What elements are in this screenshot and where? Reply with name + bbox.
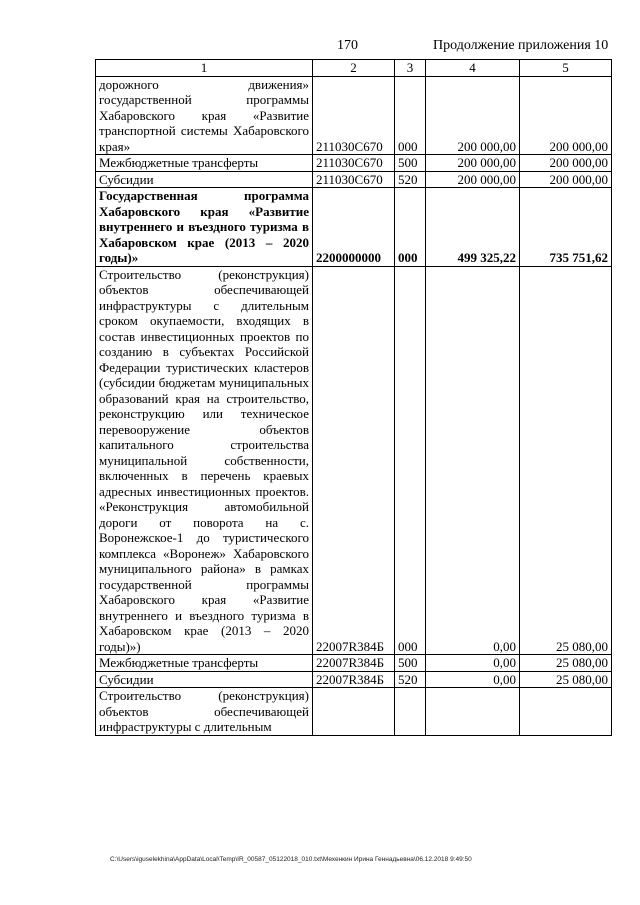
- expense-type: 520: [395, 171, 426, 188]
- table-row: [96, 655, 612, 672]
- row-name: Государственная программа Хабаровского края «Развитие внутреннего и въездного туризма в Хабаровском крае (2013 – 2020 годы)»: [96, 188, 313, 267]
- amount-year-1: 0,00: [426, 266, 520, 655]
- expense-type: 000: [395, 266, 426, 655]
- amount-year-1: 499 325,22: [426, 188, 520, 267]
- target-code: 2200000000: [313, 188, 395, 267]
- amount-year-1: 0,00: [426, 671, 520, 688]
- target-code: 211030С670: [313, 171, 395, 188]
- target-code: 22007R384Б: [313, 671, 395, 688]
- page-number: 170: [337, 38, 358, 53]
- row-name: Субсидии: [96, 671, 313, 688]
- row-name: Субсидии: [96, 171, 313, 188]
- expense-type: 000: [395, 188, 426, 267]
- expense-type: 500: [395, 655, 426, 672]
- target-code: 22007R384Б: [313, 266, 395, 655]
- amount-year-1: 200 000,00: [426, 171, 520, 188]
- row-name: дорожного движения» государственной программы Хабаровского края «Развитие транспортной системы Хабаровского края»: [96, 76, 313, 155]
- column-header: 4: [426, 60, 520, 77]
- table-row: [96, 171, 612, 188]
- amount-year-1: 200 000,00: [426, 76, 520, 155]
- amount-year-2: 200 000,00: [520, 76, 612, 155]
- column-header: 1: [96, 60, 313, 77]
- target-code: 211030С670: [313, 76, 395, 155]
- row-name: Межбюджетные трансферты: [96, 655, 313, 672]
- file-path-footer: C:\Users\iguselekhina\AppData\Local\Temp\IR_00587_05122018_010.txt\Мехенкин Ирина Геннадьевна\06.12.2018 9:49:50: [110, 856, 472, 863]
- amount-year-1: 200 000,00: [426, 155, 520, 172]
- expense-type: 000: [395, 76, 426, 155]
- amount-year-2: 200 000,00: [520, 171, 612, 188]
- table-row: [96, 671, 612, 688]
- expense-type: 500: [395, 155, 426, 172]
- expense-type: 520: [395, 671, 426, 688]
- amount-year-2: 25 080,00: [520, 266, 612, 655]
- amount-year-2: 25 080,00: [520, 655, 612, 672]
- row-name: Строительство (реконструкция) объектов обеспечивающей инфраструктуры с длительным: [96, 688, 313, 736]
- amount-year-2: 200 000,00: [520, 155, 612, 172]
- expense-type: [395, 688, 426, 736]
- column-header: 3: [395, 60, 426, 77]
- column-header: 2: [313, 60, 395, 77]
- amount-year-1: [426, 688, 520, 736]
- target-code: [313, 688, 395, 736]
- amount-year-2: 25 080,00: [520, 671, 612, 688]
- table-row: [96, 688, 612, 736]
- budget-table: [95, 59, 612, 736]
- column-header: 5: [520, 60, 612, 77]
- table-row: [96, 155, 612, 172]
- table-row: [96, 76, 612, 155]
- target-code: 22007R384Б: [313, 655, 395, 672]
- amount-year-2: 735 751,62: [520, 188, 612, 267]
- table-header-row: [96, 60, 612, 77]
- row-name: Строительство (реконструкция) объектов обеспечивающей инфраструктуры с длительным сроком окупаемости, входящих в состав инвестиционных проектов по созданию в субъектах Российской Федерации туристических кластеров (субсидии бюджетам муниципальных образований края на строительство, реконструкцию или техническое перевооружение объектов капитального строительства муниципальной собственности, включенных в перечень краевых адресных инвестиционных проектов. «Реконструкция автомобильной дороги от поворота на с. Воронежское-1 до туристического комплекса «Воронеж» Хабаровского муниципального района» в рамках государственной программы Хабаровского края «Развитие внутреннего и въездного туризма в Хабаровском крае (2013 – 2020 годы)»): [96, 266, 313, 655]
- target-code: 211030С670: [313, 155, 395, 172]
- row-name: Межбюджетные трансферты: [96, 155, 313, 172]
- table-row-program: [96, 188, 612, 267]
- appendix-continuation: Продолжение приложения 10: [433, 38, 609, 53]
- table-row: [96, 266, 612, 655]
- amount-year-2: [520, 688, 612, 736]
- amount-year-1: 0,00: [426, 655, 520, 672]
